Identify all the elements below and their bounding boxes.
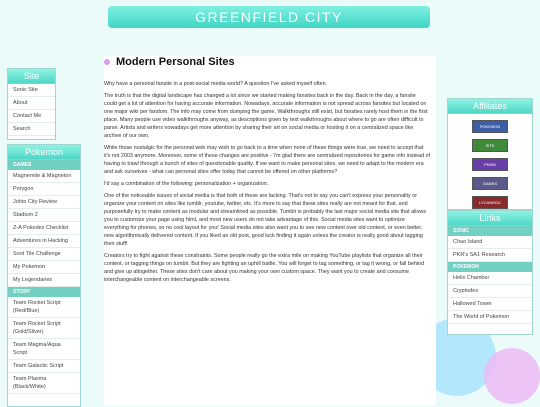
article-paragraph: While those nostalgic for the personal web may wish to go back to a time when none of these things were true, we need to accept that it's not 2003 anymore. Moreover, some of these changes are positive - I'm glad there are centralized repositories for game info instead of having to trawl through a bunch of sites of questionable quality. If we want to make personal sites, we need to adapt to the modern era and ask ourselves - what can personal sites offer today that cannot be offered on other platforms? — [104, 145, 430, 175]
nav-item-game[interactable]: Porygon — [8, 183, 80, 196]
pokemon-nav-box — [7, 144, 81, 407]
link-item[interactable]: Cryptodex — [448, 285, 532, 298]
affiliates-box — [447, 98, 533, 210]
page-heading — [104, 56, 235, 68]
affiliate-button[interactable]: SITE — [472, 139, 508, 152]
nav-item-contact-me[interactable]: Contact Me — [8, 110, 55, 123]
article-body — [104, 80, 430, 288]
nav-item-story[interactable]: Team Magma/Aqua Script — [8, 339, 80, 360]
main-content — [104, 56, 436, 405]
site-nav-box — [7, 68, 56, 140]
link-item[interactable]: Helix Chamber — [448, 272, 532, 285]
nav-item-game[interactable]: Stadium 2 — [8, 209, 80, 222]
link-item[interactable]: The World of Pokemon — [448, 311, 532, 324]
links-section-sonic: SONIC — [448, 226, 532, 236]
affiliate-button[interactable]: POKEMON — [472, 120, 508, 133]
site-nav-title: Site — [8, 69, 55, 84]
decorative-circle-pink — [484, 348, 540, 404]
affiliate-buttons — [448, 114, 532, 210]
affiliates-title: Affiliates — [448, 99, 532, 114]
link-item[interactable]: PKR's SA1 Research — [448, 249, 532, 262]
article-paragraph: One of the noticeable issues of social media is that both of these are lacking. That's not to say you can't express your personality or organize your content on sites like tumblr, youtube, twitter, etc. It's more to say that these sites really are not meant for that, and purposefully try to make content as modular and streamlined as possible. Tumblr is probably the last major social media site that allows you to customize your page using html, and most new users do not take advantage of this. Social media sites want to optimize everything for phones, so no cool layout for you! Social media sites also want you to see new content over old content, or even better, new algorithmically delivered content. If you liked an old post, good luck finding it again unless the creator is really good about tagging their stuff! — [104, 193, 427, 247]
nav-item-game[interactable]: My Legendaries — [8, 274, 80, 287]
nav-item-about[interactable]: About — [8, 97, 55, 110]
links-title: Links — [448, 211, 532, 226]
article-paragraph: Creators try to fight against these constraints. Some people really go the extra mile on making YouTube playlists that organize all their content, or tagging things on tumblr. But they are fighting an uphill battle. You will forget to tag something, or tag it wrong, or fall behind and give up altogether. These sites don't care about you making your own custom space. They want you to create and consume interchangeable content on interchangeable screens. — [104, 253, 425, 283]
affiliate-button[interactable]: GAMES — [472, 177, 508, 190]
nav-item-game[interactable]: My Pokemon — [8, 261, 80, 274]
nav-section-games: GAMES — [8, 160, 80, 170]
nav-item-story[interactable]: Team Galactic Script — [8, 360, 80, 373]
nav-item-game[interactable]: Adventures in Hacking — [8, 235, 80, 248]
site-banner — [108, 6, 430, 28]
nav-item-story[interactable]: Team Plasma (Black/White) — [8, 373, 80, 394]
article-paragraph: Why have a personal fansite in a post-social media world? A question I've asked myself often. — [104, 81, 328, 87]
nav-item-search[interactable]: Search — [8, 123, 55, 136]
affiliate-button[interactable]: PKMN — [472, 158, 508, 171]
nav-item-game[interactable]: Soot Tile Challenge — [8, 248, 80, 261]
links-section-pokemon: POKEMON — [448, 262, 532, 272]
nav-item-game[interactable]: Z-A Pokedex Checklist — [8, 222, 80, 235]
pokemon-nav-title: Pokemon — [8, 145, 80, 160]
site-title: GREENFIELD CITY — [195, 9, 343, 25]
nav-item-game[interactable]: Johto City Review — [8, 196, 80, 209]
nav-item-game[interactable]: Magnemite & Magneton — [8, 170, 80, 183]
nav-item-sonic-site[interactable]: Sonic Site — [8, 84, 55, 97]
nav-section-story: STORY — [8, 287, 80, 297]
page-title: Modern Personal Sites — [116, 56, 235, 68]
nav-item-story[interactable]: Team Rocket Script (Red/Blue) — [8, 297, 80, 318]
link-item[interactable]: Chao Island — [448, 236, 532, 249]
article-paragraph: The truth is that the digital landscape has changed a lot since we started making fansites back in the day. Back in the day, a fansite could get a lot of attention for having accurate information. Nowadays, accurate information is not spread across fansites but located on one major wiki per fandom. The info may come from dumping the game, Walkthroughs still exist, but fansites rarely host them in the first place. Many people use video walkthroughs anyway, as descriptions given by text walkthroughs about where to go are often difficult to parse. Artists and writers nowadays get more attention by sharing their art on social media or hosting it on a centralized space like archive of our own. — [104, 93, 428, 139]
nav-item-story[interactable]: Team Rocket Script (Gold/Silver) — [8, 318, 80, 339]
heading-bullet-icon — [104, 59, 110, 65]
article-paragraph: I'd say a combination of the following: personalization + organization. — [104, 181, 269, 187]
affiliate-button[interactable]: LYCANROC — [472, 196, 508, 209]
link-item[interactable]: Hallowed Tower — [448, 298, 532, 311]
links-box — [447, 210, 533, 335]
